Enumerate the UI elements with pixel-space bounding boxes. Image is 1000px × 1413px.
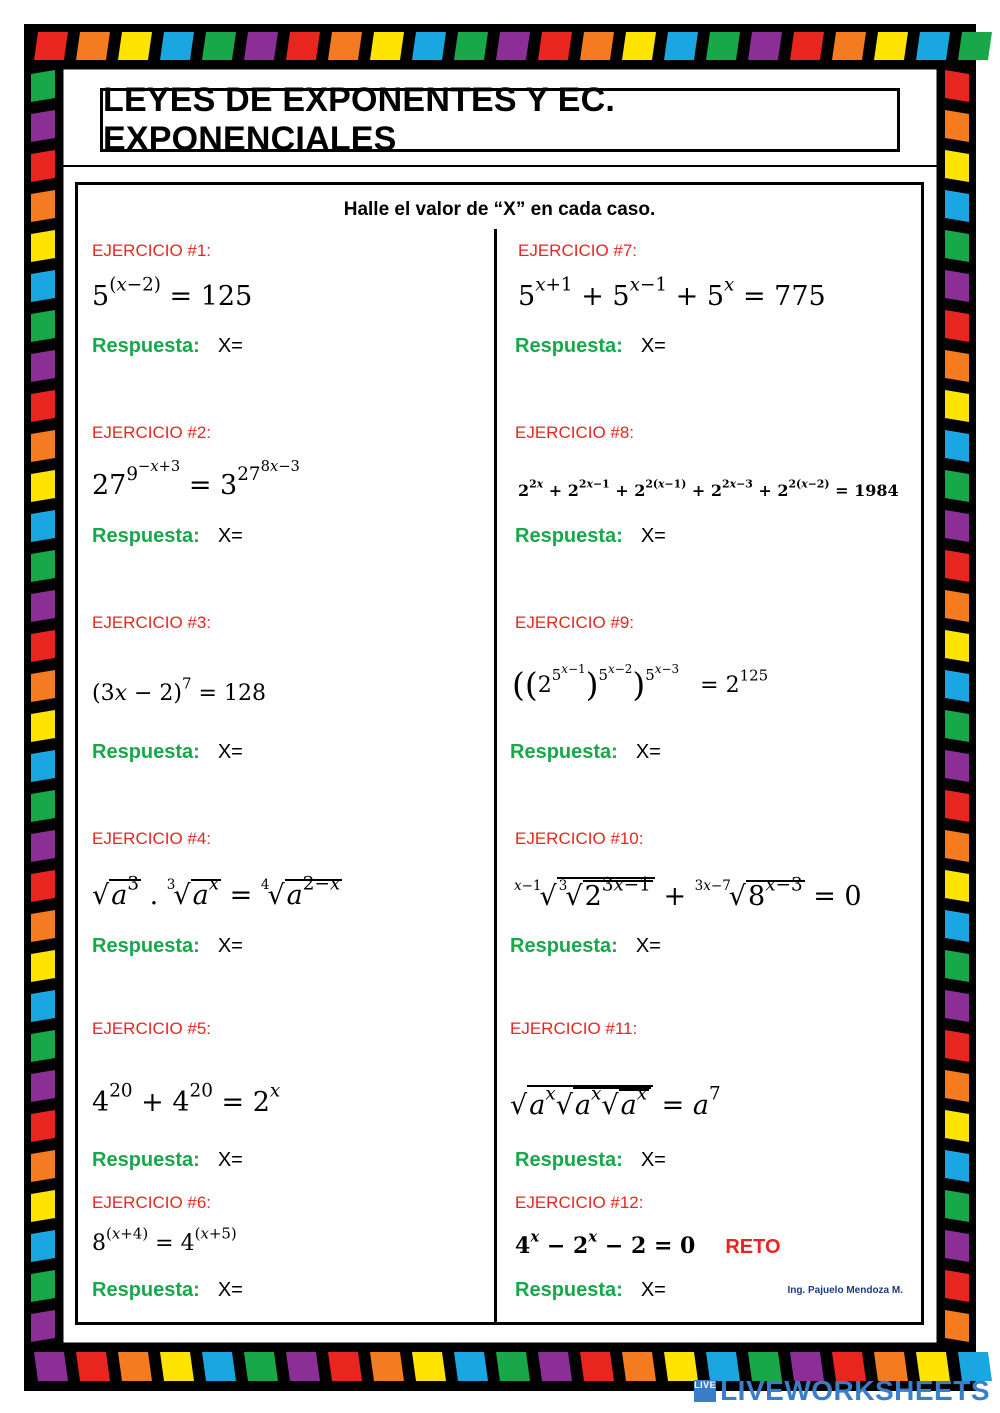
border-tile	[945, 950, 969, 982]
border-tile	[832, 32, 866, 60]
border-tile	[31, 830, 55, 862]
border-tile	[706, 32, 740, 60]
border-tile	[945, 430, 969, 462]
border-tile	[31, 590, 55, 622]
respuesta-label: Respuesta:	[92, 1149, 200, 1171]
reto-label: RETO	[725, 1236, 781, 1258]
respuesta-label: Respuesta:	[515, 525, 623, 547]
border-tile	[160, 32, 194, 60]
border-tile	[945, 910, 969, 942]
border-tile	[874, 32, 908, 60]
border-tile	[580, 1352, 614, 1381]
border-tile	[31, 310, 55, 342]
border-tile	[31, 710, 55, 742]
instruction-text: Halle el valor de “X” en cada caso.	[343, 199, 656, 220]
border-tile	[118, 1352, 152, 1381]
answer-x-label: X=	[640, 1149, 666, 1171]
border-tile	[945, 1110, 969, 1142]
respuesta-label: Respuesta:	[92, 525, 200, 547]
border-tile	[945, 830, 969, 862]
border-tile	[31, 670, 55, 702]
answer-x-label: X=	[635, 741, 661, 763]
border-tile	[370, 32, 404, 60]
border-tile	[31, 110, 55, 142]
exercise-3-answer	[92, 741, 243, 764]
liveworksheets-logo-icon: LIVE	[694, 1380, 716, 1402]
respuesta-label: Respuesta:	[510, 741, 618, 763]
border-tile	[538, 32, 572, 60]
exercise-9-label: EJERCICIO #9:	[515, 613, 635, 632]
border-tile	[945, 1190, 969, 1222]
border-tile	[945, 270, 969, 302]
border-tile	[31, 230, 55, 262]
border-tile	[31, 1270, 55, 1302]
exercise-6-equation: $8^{(x+4)} = 4^{(x+5)}$	[92, 1224, 237, 1256]
answer-x-label: X=	[217, 935, 243, 957]
exercise-8-label: EJERCICIO #8:	[515, 423, 635, 442]
respuesta-label: Respuesta:	[92, 935, 200, 957]
exercise-2-label: EJERCICIO #2:	[92, 423, 212, 442]
border-tile	[945, 310, 969, 342]
exercise-11-answer	[515, 1149, 666, 1172]
border-tile	[945, 790, 969, 822]
respuesta-label: Respuesta:	[515, 335, 623, 357]
author-credit: Ing. Pajuelo Mendoza M.	[787, 1285, 903, 1296]
column-divider	[494, 229, 497, 1324]
border-tile	[31, 1030, 55, 1062]
respuesta-label: Respuesta:	[510, 935, 618, 957]
border-tile	[945, 990, 969, 1022]
border-tile	[496, 32, 530, 60]
exercise-5-label: EJERCICIO #5:	[92, 1019, 212, 1038]
answer-x-label: X=	[640, 335, 666, 357]
answer-x-label: X=	[217, 525, 243, 547]
border-tile	[945, 350, 969, 382]
border-tile	[31, 630, 55, 662]
border-tile	[31, 790, 55, 822]
border-tile	[945, 1310, 969, 1342]
exercise-2-answer	[92, 525, 243, 548]
respuesta-label: Respuesta:	[515, 1149, 623, 1171]
exercise-1-answer	[92, 335, 243, 358]
border-tile	[945, 70, 969, 102]
exercise-4-label: EJERCICIO #4:	[92, 829, 212, 848]
exercise-6-label: EJERCICIO #6:	[92, 1193, 212, 1212]
border-tile	[622, 32, 656, 60]
border-tile	[945, 1070, 969, 1102]
border-tile	[31, 430, 55, 462]
border-tile	[31, 1230, 55, 1262]
exercise-12-label: EJERCICIO #12:	[515, 1193, 644, 1212]
border-tile	[31, 270, 55, 302]
liveworksheets-brand	[694, 1375, 990, 1407]
border-tile	[76, 32, 110, 60]
exercise-5-answer	[92, 1149, 243, 1172]
border-tile	[34, 32, 68, 60]
answer-x-label: X=	[640, 1279, 666, 1301]
exercise-7-equation: $5^{x+1} + 5^{x-1} + 5^x = 775$	[518, 274, 826, 312]
respuesta-label: Respuesta:	[92, 335, 200, 357]
border-tile	[31, 1150, 55, 1182]
brand-text: LIVEWORKSHEETS	[720, 1375, 990, 1406]
exercise-4-answer	[92, 935, 243, 958]
border-tile	[580, 32, 614, 60]
border-tile	[945, 390, 969, 422]
exercise-10-answer	[510, 935, 661, 958]
border-tile	[31, 350, 55, 382]
exercise-4-equation: $√a^3$ . $^3√a^x = ^4√a^{2-x}$	[92, 873, 341, 911]
border-tile	[496, 1352, 530, 1381]
border-tile	[945, 470, 969, 502]
exercise-8-equation: $2^{2x} + 2^{2x-1} + 2^{2(x-1)} + 2^{2x-3} + 2^{2(x-2)} = 1984$	[518, 477, 899, 500]
exercise-12-answer	[515, 1279, 666, 1302]
border-tile	[34, 1352, 68, 1381]
border-tile	[31, 470, 55, 502]
border-tile	[945, 630, 969, 662]
exercise-12-equation: $4^x - 2^x - 2 = 0$ RETO	[515, 1227, 781, 1259]
border-tile	[945, 150, 969, 182]
border-tile	[31, 990, 55, 1022]
border-tile	[945, 190, 969, 222]
exercise-2-equation: $27^{9^{-x+3}} = 3^{27^{8x-3}}$	[92, 458, 300, 502]
border-tile	[622, 1352, 656, 1381]
border-tile	[286, 32, 320, 60]
border-tile	[31, 750, 55, 782]
answer-x-label: X=	[217, 741, 243, 763]
border-tile	[945, 550, 969, 582]
answer-x-label: X=	[217, 1279, 243, 1301]
border-tile	[945, 870, 969, 902]
border-tile	[412, 32, 446, 60]
exercise-8-answer	[515, 525, 666, 548]
border-tile	[664, 32, 698, 60]
border-tile	[286, 1352, 320, 1381]
exercise-7-answer	[515, 335, 666, 358]
border-tile	[31, 70, 55, 102]
border-tile	[31, 910, 55, 942]
border-tile	[160, 1352, 194, 1381]
respuesta-label: Respuesta:	[92, 1279, 200, 1301]
exercise-5-equation: $4^{20} + 4^{20} = 2^x$	[92, 1080, 281, 1118]
answer-x-label: X=	[640, 525, 666, 547]
exercise-11-equation: $√a^x√a^x√a^x = a^7$	[510, 1083, 721, 1121]
border-tile	[31, 150, 55, 182]
border-tile	[945, 670, 969, 702]
respuesta-label: Respuesta:	[515, 1279, 623, 1301]
border-tile	[945, 1270, 969, 1302]
border-tile	[916, 32, 950, 60]
border-tile	[790, 32, 824, 60]
border-tile	[31, 190, 55, 222]
border-tile	[31, 1110, 55, 1142]
border-tile	[31, 950, 55, 982]
border-tile	[454, 32, 488, 60]
border-tile	[664, 1352, 698, 1381]
border-tile	[945, 1150, 969, 1182]
border-tile	[31, 510, 55, 542]
border-tile	[118, 32, 152, 60]
answer-x-label: X=	[635, 935, 661, 957]
answer-x-label: X=	[217, 1149, 243, 1171]
border-tile	[538, 1352, 572, 1381]
exercise-6-answer	[92, 1279, 243, 1302]
border-tile	[31, 1190, 55, 1222]
exercise-10-label: EJERCICIO #10:	[515, 829, 644, 848]
border-tile	[748, 32, 782, 60]
exercise-panel	[75, 182, 924, 1325]
border-tile	[31, 550, 55, 582]
border-tile	[945, 750, 969, 782]
border-tile	[945, 1230, 969, 1262]
border-tile	[945, 510, 969, 542]
border-tile	[945, 110, 969, 142]
border-tile	[244, 1352, 278, 1381]
exercise-1-label: EJERCICIO #1:	[92, 241, 212, 260]
exercise-10-equation: $^{x-1}$√ $^3√2^{3x-1} + ^{3x-7}√8^{x-3} = 0$	[514, 874, 862, 912]
border-tile	[454, 1352, 488, 1381]
respuesta-label: Respuesta:	[92, 741, 200, 763]
border-tile	[945, 710, 969, 742]
exercise-3-label: EJERCICIO #3:	[92, 613, 212, 632]
border-tile	[412, 1352, 446, 1381]
border-tile	[76, 1352, 110, 1381]
border-tile	[945, 1030, 969, 1062]
border-tile	[31, 1070, 55, 1102]
answer-x-label: X=	[217, 335, 243, 357]
border-tile	[958, 32, 992, 60]
page-title: LEYES DE EXPONENTES Y EC. EXPONENCIALES	[100, 88, 900, 152]
border-tile	[244, 32, 278, 60]
border-tile	[945, 230, 969, 262]
exercise-1-equation: $5^{(x-2)} = 125$	[92, 274, 253, 312]
border-tile	[945, 590, 969, 622]
border-tile	[328, 1352, 362, 1381]
border-tile	[31, 870, 55, 902]
exercise-9-answer	[510, 741, 661, 764]
exercise-7-label: EJERCICIO #7:	[518, 241, 638, 260]
border-tile	[328, 32, 362, 60]
exercise-3-equation: $(3x - 2)^7 = 128$	[92, 674, 266, 706]
border-tile	[202, 32, 236, 60]
border-tile	[202, 1352, 236, 1381]
border-tile	[31, 1310, 55, 1342]
border-tile	[31, 390, 55, 422]
exercise-9-equation: $((2^{5^{x-1}})^{5^{x-2}})^{5^{x-3}} = 2^{125}$	[512, 662, 769, 704]
border-tile	[370, 1352, 404, 1381]
exercise-11-label: EJERCICIO #11:	[510, 1019, 638, 1038]
